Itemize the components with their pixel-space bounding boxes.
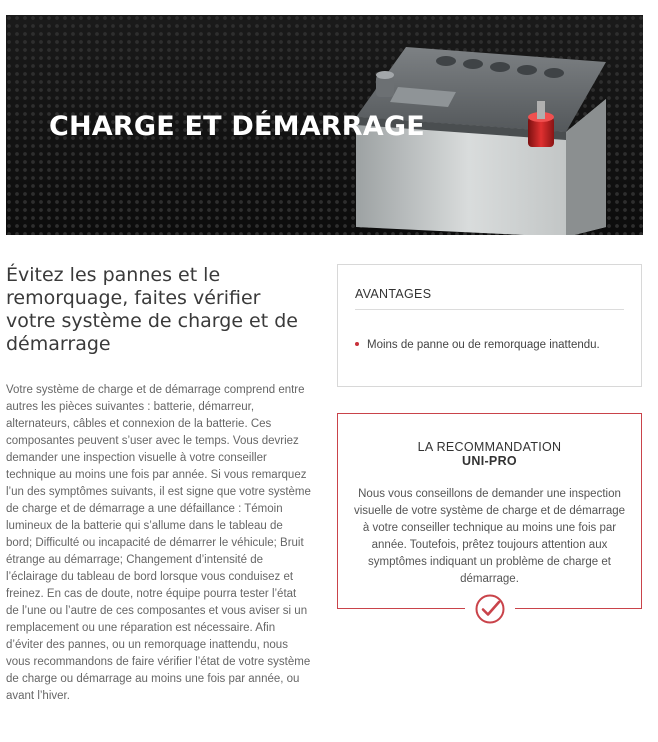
recommendation-subtitle: UNI-PRO (462, 454, 517, 468)
recommendation-body: Nous vous conseillons de demander une inspection visuelle de votre système de charge et de démarrage à votre conseiller technique au moins une fois par année. Toutefois, prêtez toujours attention aux symptômes indiquant un problème de charge et démarrage. (353, 488, 626, 585)
intro-body: Votre système de charge et de démarrage comprend entre autres les pièces suivantes : batterie, démarreur, alternateurs, câbles et connexion de la batterie. Ces composantes peuvent s’user avec le temps. Vous devriez demander une inspection visuelle à votre conseiller technique au moins une fois par année. Si vous remarquez l’un des symptômes suivants, il est signe que votre système de charge et de démarrage a une défaillance : Témoin lumineux de la batterie qui s’allume dans le tableau de bord; Difficulté ou incapacité de démarrer le véhicule; Bruit étrange au démarrage; Changement d’intensité de l’éclairage du tableau de bord lorsque vous conduisez et freinez. En cas de doute, notre équipe pourra tester l’état de l’une ou l’autre de ces composantes et vous aviser si un remplacement ou une réparation est nécessaire. Afin d’éviter des pannes, ou un remorquage inattendu, nous vous recommandons de faire vérifier l’état de votre système de charge ou démarrage au moins une fois par année, ou avant l’hiver. (6, 384, 311, 702)
advantages-divider (355, 309, 624, 310)
advantages-list (355, 339, 600, 351)
intro-heading: Évitez les pannes et le remorquage, faites vérifier votre système de charge et de démarrage (6, 264, 298, 355)
advantages-title: AVANTAGES (355, 287, 432, 301)
recommendation-title: LA RECOMMANDATION (417, 440, 562, 454)
hero-banner (6, 15, 643, 235)
bullet-icon (355, 342, 359, 346)
recommendation-box (337, 413, 642, 609)
list-item (355, 339, 600, 351)
checkmark-circle-icon (474, 593, 506, 625)
advantages-box (337, 264, 642, 387)
intro-section (6, 264, 311, 705)
checkmark-badge (465, 590, 515, 628)
advantage-label: Moins de panne ou de remorquage inattendu. (367, 339, 600, 351)
page-title: CHARGE ET DÉMARRAGE (49, 111, 425, 142)
